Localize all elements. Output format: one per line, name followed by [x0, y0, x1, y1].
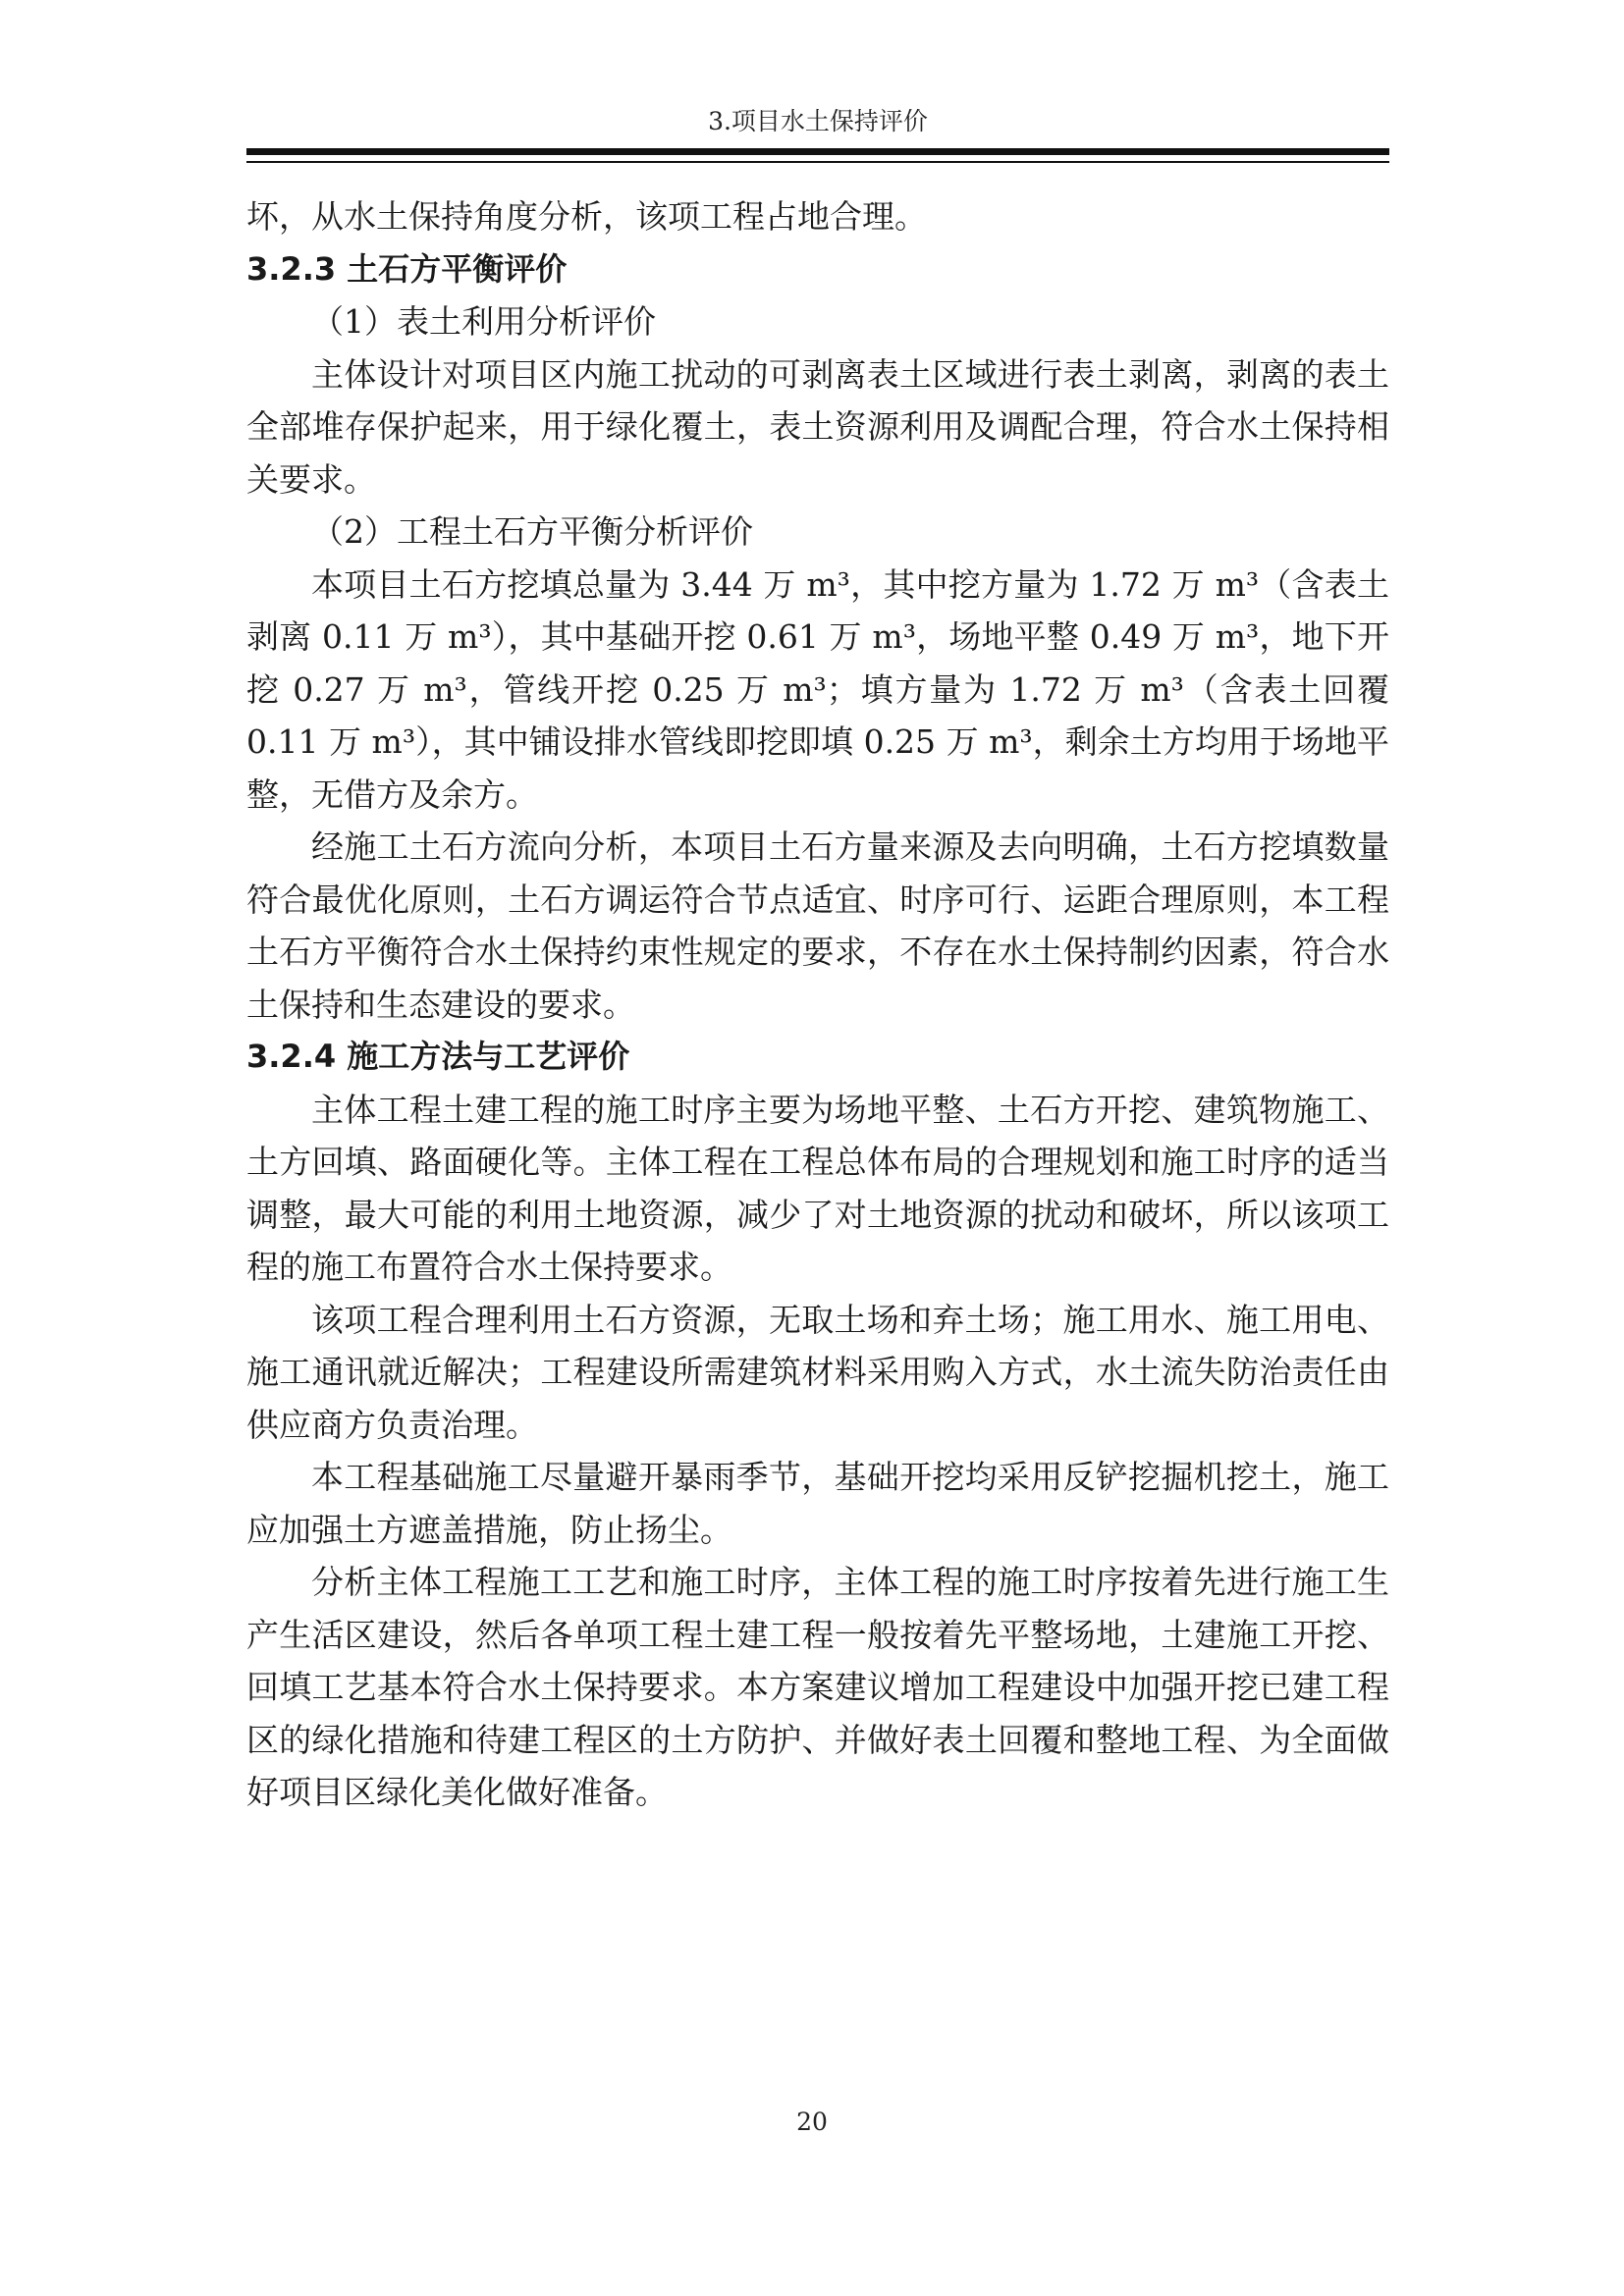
paragraph-construction-sequence: 主体工程土建工程的施工时序主要为场地平整、土石方开挖、建筑物施工、土方回填、路面硬化等。主体工程在工程总体布局的合理规划和施工时序的适当调整，最大可能的利用土地资源，减少了对土地资源的扰动和破坏，所以该项工程的施工布置符合水土保持要求。	[246, 1090, 1389, 1286]
page-number: 20	[796, 2108, 828, 2136]
paragraph-earthwork-balance: 本项目土石方挖填总量为 3.44 万 m³，其中挖方量为 1.72 万 m³（含表土剥离 0.11 万 m³），其中基础开挖 0.61 万 m³，场地平整 0.49 万 m³，地下开挖 0.27 万 m³，管线开挖 0.25 万 m³；填方量为 1.72 万 m³（含表土回覆 0.11 万 m³），其中铺设排水管线即挖即填 0.25 万 m³，剩余土方均用于场地平整，无借方及余方。	[246, 564, 1389, 814]
paragraph-continuation: 坏，从水土保持角度分析，该项工程占地合理。	[246, 197, 927, 236]
section-heading-3-2-3: 3.2.3 土石方平衡评价	[246, 249, 568, 288]
page-header: 3.项目水土保持评价	[708, 107, 928, 135]
paragraph-earthwork-flow: 经施工土石方流向分析，本项目土石方量来源及去向明确，土石方挖填数量符合最优化原则，土石方调运符合节点适宜、时序可行、运距合理原则，本工程土石方平衡符合水土保持约束性规定的要求，不存在水土保持制约因素，符合水土保持和生态建设的要求。	[246, 828, 1389, 1024]
paragraph-topsoil: 主体设计对项目区内施工扰动的可剥离表土区域进行表土剥离，剥离的表土全部堆存保护起来，用于绿化覆土，表土资源利用及调配合理，符合水土保持相关要求。	[246, 354, 1389, 499]
paragraph-resource-use: 该项工程合理利用土石方资源，无取土场和弃土场；施工用水、施工用电、施工通讯就近解决；工程建设所需建筑材料采用购入方式，水土流失防治责任由供应商方负责治理。	[246, 1300, 1389, 1444]
paragraph-foundation-works: 本工程基础施工尽量避开暴雨季节，基础开挖均采用反铲挖掘机挖土，施工应加强土方遮盖措施，防止扬尘。	[246, 1458, 1389, 1549]
header-rule-thick	[246, 148, 1389, 155]
header-rule-thin	[246, 161, 1389, 163]
page-content	[246, 190, 1389, 1819]
subheading-earthwork-balance: （2）工程土石方平衡分析评价	[311, 512, 753, 551]
paragraph-process-analysis: 分析主体工程施工工艺和施工时序，主体工程的施工时序按着先进行施工生产生活区建设，然后各单项工程土建工程一般按着先平整场地，土建施工开挖、回填工艺基本符合水土保持要求。本方案建议增加工程建设中加强开挖已建工程区的绿化措施和待建工程区的土方防护、并做好表土回覆和整地工程、为全面做好项目区绿化美化做好准备。	[246, 1563, 1389, 1811]
subheading-topsoil-use: （1）表土利用分析评价	[311, 302, 656, 341]
section-heading-3-2-4: 3.2.4 施工方法与工艺评价	[246, 1038, 630, 1075]
